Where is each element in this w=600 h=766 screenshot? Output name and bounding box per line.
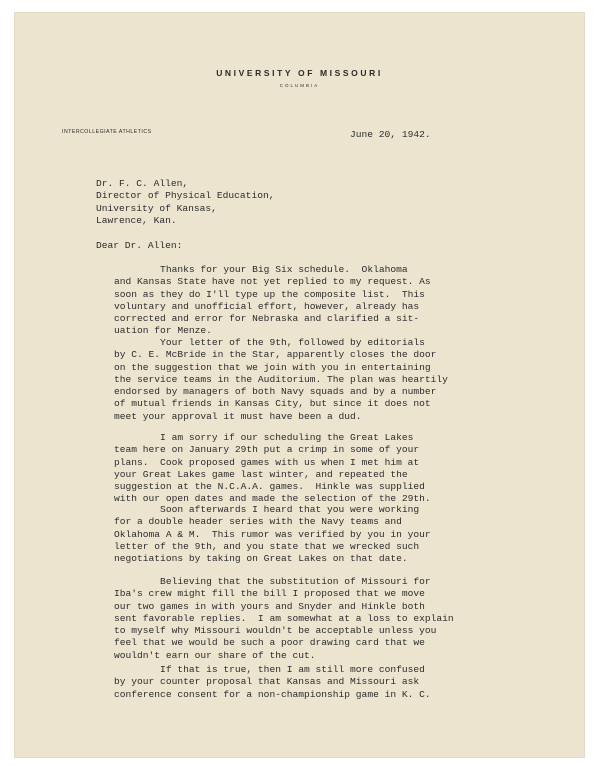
letterhead bbox=[14, 68, 585, 88]
paragraph-line: of mutual friends in Kansas City, but since it does not bbox=[114, 398, 431, 410]
paragraph-line: If that is true, then I am still more confused bbox=[114, 664, 425, 675]
body-paragraph-2 bbox=[114, 337, 448, 423]
paragraph-line: sent favorable replies. I am somewhat at a loss to explain bbox=[114, 612, 454, 624]
body-paragraph-5 bbox=[114, 576, 454, 662]
recipient-address bbox=[96, 178, 274, 227]
paragraph-line: Soon afterwards I heard that you were working bbox=[114, 504, 420, 515]
paragraph-line: your Great Lakes game last winter, and repeated the bbox=[114, 468, 408, 480]
recipient-line: Lawrence, Kan. bbox=[96, 214, 177, 226]
letterhead-university: UNIVERSITY OF MISSOURI bbox=[216, 68, 383, 78]
paragraph-line: Believing that the substitution of Missouri for bbox=[114, 576, 431, 587]
paragraph-line: meet your approval it must have been a dud. bbox=[114, 410, 362, 422]
paragraph-line: Oklahoma A & M. This rumor was verified by you in your bbox=[114, 528, 431, 540]
paragraph-line: soon as they do I'll type up the composite list. This bbox=[114, 288, 425, 300]
paragraph-line: the service teams in the Auditorium. The plan was heartily bbox=[114, 373, 448, 385]
paragraph-line: feel that we would be such a poor drawing card that we bbox=[114, 637, 425, 649]
paragraph-line: plans. Cook proposed games with us when I met him at bbox=[114, 456, 420, 468]
paragraph-line: conference consent for a non-championship game in K. C. bbox=[114, 688, 431, 700]
paragraph-line: endorsed by managers of both Navy squads and by a number bbox=[114, 386, 437, 398]
salutation: Dear Dr. Allen: bbox=[96, 240, 183, 251]
department-label: INTERCOLLEGIATE ATHLETICS bbox=[62, 129, 152, 135]
paragraph-line: on the suggestion that we join with you in entertaining bbox=[114, 361, 431, 373]
paragraph-line: Thanks for your Big Six schedule. Oklahoma bbox=[114, 264, 408, 275]
paragraph-line: uation for Menze. bbox=[114, 325, 212, 337]
letterhead-city: COLUMBIA bbox=[279, 83, 320, 88]
recipient-line: Director of Physical Education, bbox=[96, 190, 275, 202]
paragraph-line: with our open dates and made the selection of the 29th. bbox=[114, 493, 431, 505]
paragraph-line: I am sorry if our scheduling the Great Lakes bbox=[114, 432, 414, 443]
letter-page bbox=[14, 12, 585, 758]
paragraph-line: voluntary and unofficial effort, however, already has bbox=[114, 300, 420, 312]
paragraph-line: and Kansas State have not yet replied to my request. As bbox=[114, 276, 431, 288]
letter-date: June 20, 1942. bbox=[350, 129, 431, 140]
recipient-line: University of Kansas, bbox=[96, 202, 217, 214]
paragraph-line: our two games in with yours and Snyder and Hinkle both bbox=[114, 600, 425, 612]
paragraph-line: to myself why Missouri wouldn't be acceptable unless you bbox=[114, 625, 437, 637]
paragraph-line: negotiations by taking on Great Lakes on that date. bbox=[114, 553, 408, 565]
body-paragraph-1 bbox=[114, 264, 431, 338]
paragraph-line: letter of the 9th, and you state that we wrecked such bbox=[114, 540, 420, 552]
paragraph-line: by C. E. McBride in the Star, apparently closes the door bbox=[114, 349, 437, 361]
body-paragraph-3 bbox=[114, 432, 431, 506]
paragraph-line: by your counter proposal that Kansas and Missouri ask bbox=[114, 676, 420, 688]
body-paragraph-6 bbox=[114, 664, 431, 701]
recipient-line: Dr. F. C. Allen, bbox=[96, 178, 189, 189]
paragraph-line: team here on January 29th put a crimp in some of your bbox=[114, 444, 420, 456]
paragraph-line: Your letter of the 9th, followed by editorials bbox=[114, 337, 425, 348]
paragraph-line: wouldn't earn our share of the cut. bbox=[114, 649, 316, 661]
paragraph-line: Iba's crew might fill the bill I proposed that we move bbox=[114, 588, 425, 600]
paragraph-line: for a double header series with the Navy teams and bbox=[114, 516, 402, 528]
paragraph-line: corrected and error for Nebraska and clarified a sit- bbox=[114, 313, 420, 325]
paragraph-line: suggestion at the N.C.A.A. games. Hinkle was supplied bbox=[114, 481, 425, 493]
body-paragraph-4 bbox=[114, 504, 431, 565]
